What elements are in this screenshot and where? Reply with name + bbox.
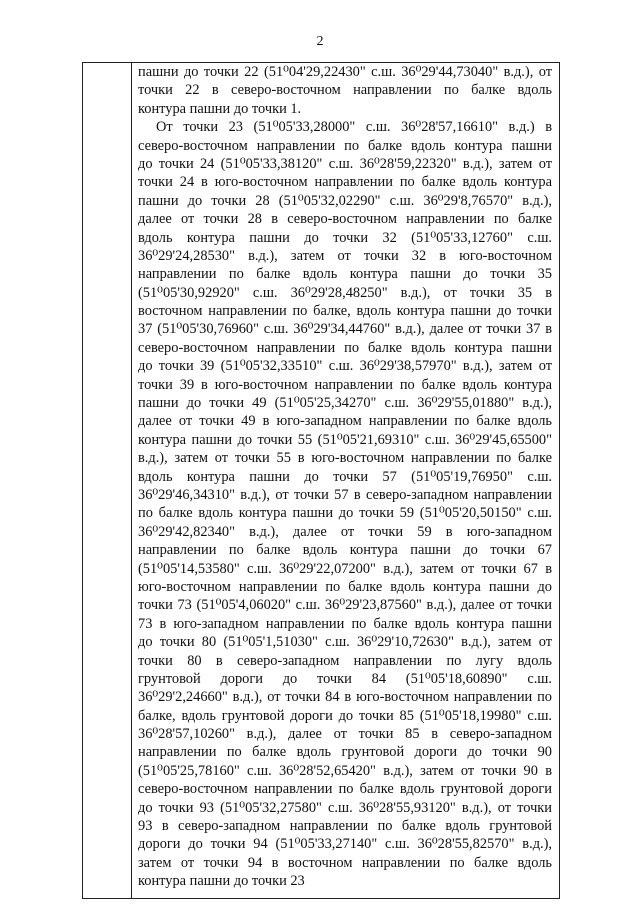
text-line: (51⁰05'14,53580" с.ш. 36⁰29'22,07200" в.д.), затем от точки 67 в: [138, 560, 552, 577]
text-line: направлении по балке вдоль грунтовой дороги до точки 90: [138, 744, 552, 761]
text-line: контура пашни до точки 55 (51⁰05'21,69310" с.ш. 36⁰29'45,65500": [138, 431, 552, 448]
text-line: по балке вдоль контура пашни до точки 59 (51⁰05'20,50150" с.ш.: [138, 505, 552, 522]
text-line: точки 73 (51⁰05'4,06020" с.ш. 36⁰29'23,87560" в.д.), далее от точки: [138, 597, 552, 614]
text-line: до точки 80 (51⁰05'1,51030" с.ш. 36⁰29'10,72630" в.д.), затем от: [138, 634, 552, 651]
text-line: точки 24 в юго-восточном направлении по балке вдоль контура: [138, 174, 552, 191]
text-line: 36⁰29'24,28530" в.д.), затем от точки 32 в юго-восточном: [138, 247, 552, 264]
text-line: 36⁰29'42,82340" в.д.), далее от точки 59 в юго-западном: [138, 523, 552, 540]
text-line: северо-восточном направлении по балке вдоль контура пашни: [138, 339, 552, 356]
text-line: восточном направлении по балке, вдоль контура пашни до точки: [138, 303, 552, 320]
page-number: 2: [316, 34, 324, 49]
text-line: 36⁰29'2,24660" в.д.), от точки 84 в юго-восточном направлении по: [138, 689, 552, 706]
text-line: дороги до точки 94 (51⁰05'33,27140" с.ш. 36⁰28'55,82570" в.д.),: [138, 836, 552, 853]
text-line: 37 (51⁰05'30,76960" с.ш. 36⁰29'34,44760" в.д.), далее от точки 37 в: [138, 321, 552, 338]
column-divider: [131, 63, 132, 898]
text-line: северо-восточном направлении по балке вдоль контура пашни: [138, 137, 552, 154]
text-line: направлении по балке вдоль контура пашни до точки 35: [138, 266, 552, 283]
text-line: направлении по балке вдоль контура пашни до точки 67: [138, 542, 552, 559]
text-line: юго-восточном направлении по балке вдоль контура пашни до: [138, 578, 552, 595]
text-line: 36⁰29'46,34310" в.д.), от точки 57 в северо-западном направлении: [138, 486, 552, 503]
text-line: грунтовой дороги до точки 84 (51⁰05'18,60890" с.ш.: [138, 670, 552, 687]
boundary-description-cell: [138, 63, 552, 891]
text-line: контура пашни до точки 23: [138, 873, 305, 890]
text-line: 73 в юго-западном направлении по балке вдоль контура пашни: [138, 615, 552, 632]
text-line: балке, вдоль грунтовой дороги до точки 85 (51⁰05'18,19980" с.ш.: [138, 707, 552, 724]
text-line: (51⁰05'25,78160" с.ш. 36⁰28'52,65420" в.д.), затем от точки 90 в: [138, 762, 552, 779]
text-line: (51⁰05'30,92920" с.ш. 36⁰29'28,48250" в.д.), от точки 35 в: [138, 284, 552, 301]
text-line: далее от точки 49 в юго-западном направлении по балке вдоль: [138, 413, 552, 430]
text-line: пашни до точки 28 (51⁰05'32,02290" с.ш. 36⁰29'8,76570" в.д.),: [138, 192, 552, 209]
text-line: контура пашни до точки 1.: [138, 100, 302, 117]
text-line: в.д.), затем от точки 55 в юго-восточном направлении по балке: [138, 450, 552, 467]
text-line: вдоль контура пашни до точки 57 (51⁰05'19,76950" с.ш.: [138, 468, 552, 485]
text-line: точки 80 в северо-западном направлении по лугу вдоль: [138, 652, 552, 669]
text-line: до точки 24 (51⁰05'33,38120" с.ш. 36⁰28'59,22320" в.д.), затем от: [138, 155, 552, 172]
boundary-table: [82, 62, 560, 899]
text-line: 36⁰28'57,10260" в.д.), далее от точки 85 в северо-западном: [138, 726, 552, 743]
text-line: далее от точки 28 в северо-восточном направлении по балке: [138, 211, 552, 228]
text-line: От точки 23 (51⁰05'33,28000" с.ш. 36⁰28'57,16610" в.д.) в: [156, 119, 552, 136]
text-line: затем от точки 94 в восточном направлении по балке вдоль: [138, 854, 552, 871]
text-line: точки 39 в юго-восточном направлении по балке вдоль контура: [138, 376, 552, 393]
text-line: пашни до точки 22 (51⁰04'29,22430" с.ш. 36⁰29'44,73040" в.д.), от: [138, 64, 552, 80]
text-line: 93 в северо-западном направлении по балке вдоль грунтовой: [138, 818, 552, 835]
text-line: пашни до точки 49 (51⁰05'25,34270" с.ш. 36⁰29'55,01880" в.д.),: [138, 395, 552, 412]
text-line: до точки 93 (51⁰05'32,27580" с.ш. 36⁰28'55,93120" в.д.), от точки: [138, 799, 552, 816]
text-line: точки 22 в северо-восточном направлении по балке вдоль: [138, 82, 552, 99]
text-line: северо-восточном направлении по балке вдоль грунтовой дороги: [138, 781, 552, 798]
text-line: до точки 39 (51⁰05'32,33510" с.ш. 36⁰29'38,57970" в.д.), затем от: [138, 358, 552, 375]
text-line: вдоль контура пашни до точки 32 (51⁰05'33,12760" с.ш.: [138, 229, 552, 246]
